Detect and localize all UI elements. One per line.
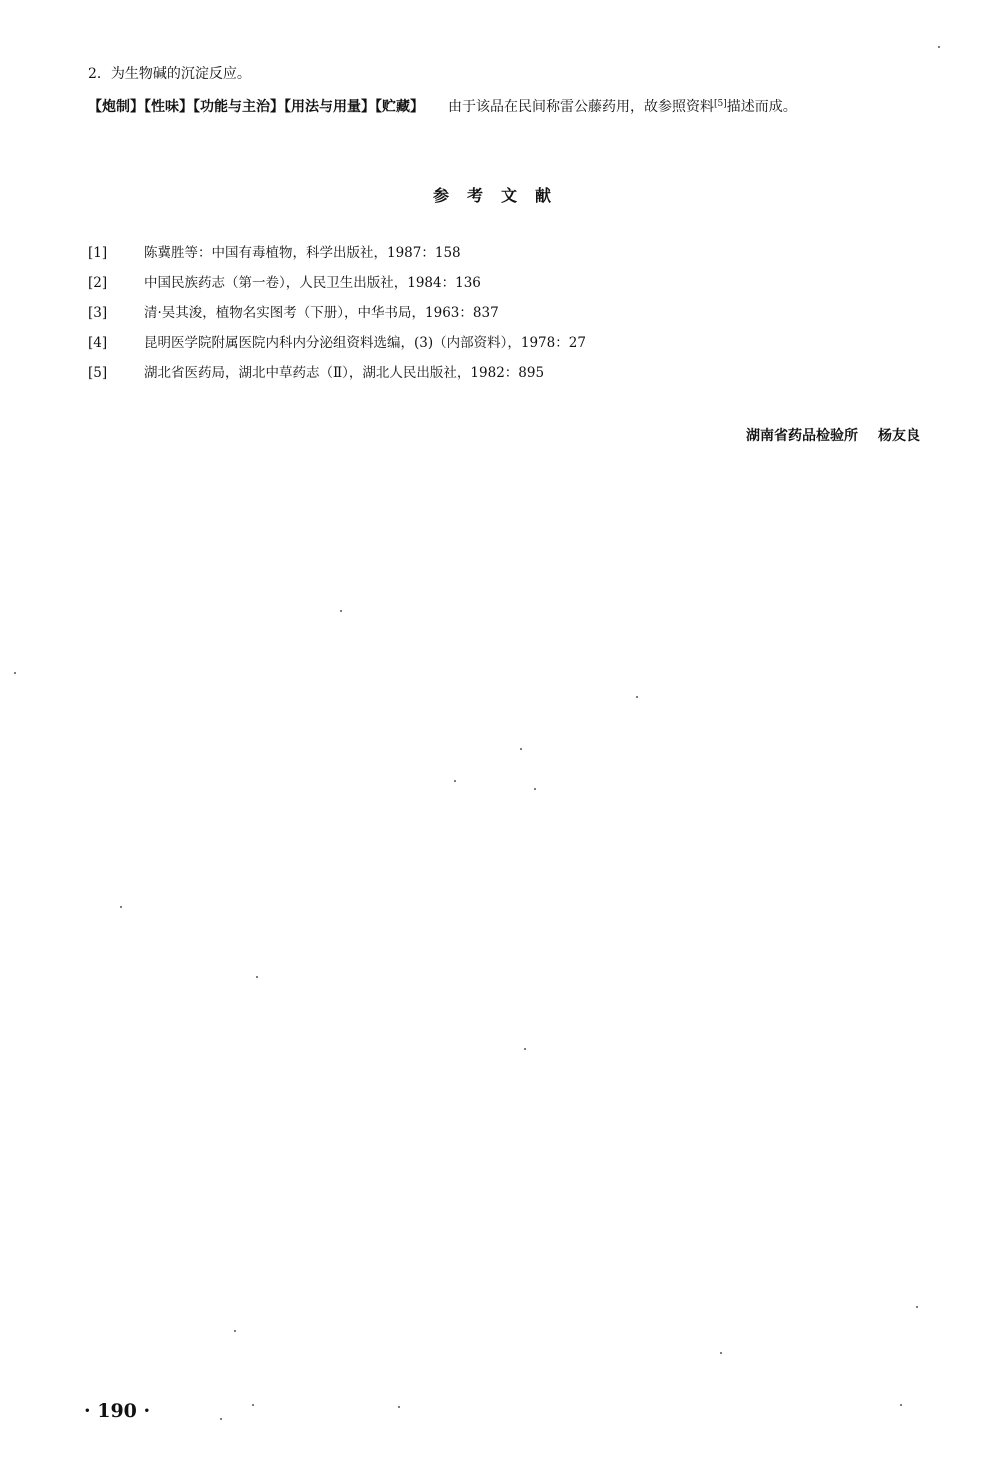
scan-speck	[938, 46, 940, 48]
reference-number: [1]	[88, 245, 108, 261]
scan-speck	[636, 696, 638, 698]
scan-speck	[534, 788, 536, 790]
paragraph-body: 由于该品在民间称雷公藤药用，故参照资料	[448, 99, 714, 115]
reference-item	[88, 273, 586, 303]
scan-speck	[340, 610, 342, 612]
scan-speck	[234, 1330, 236, 1332]
author-name: 杨友良	[878, 428, 920, 444]
reference-text: 湖北省医药局，湖北中草药志（Ⅱ），湖北人民出版社，1982：895	[144, 365, 545, 381]
reference-item	[88, 363, 586, 393]
author-line	[746, 425, 920, 445]
scan-speck	[252, 1404, 254, 1406]
scan-speck	[720, 1352, 722, 1354]
item-2-text: 2．为生物碱的沉淀反应。	[88, 66, 251, 82]
scan-speck	[256, 976, 258, 978]
reference-text: 中国民族药志（第一卷），人民卫生出版社，1984：136	[144, 275, 481, 291]
scan-speck	[916, 1306, 918, 1308]
references-heading: 参考文献	[432, 186, 569, 205]
scan-speck	[524, 1048, 526, 1050]
scan-speck	[900, 1404, 902, 1406]
reference-item	[88, 303, 586, 333]
reference-text: 陈冀胜等：中国有毒植物，科学出版社，1987：158	[144, 245, 461, 261]
tag-function: 【功能与主治】	[193, 99, 284, 115]
reference-text: 清·吴其浚，植物名实图考（下册），中华书局，1963：837	[144, 305, 499, 321]
scan-speck	[14, 672, 16, 674]
scan-speck	[454, 780, 456, 782]
paragraph-tail: 描述而成。	[726, 99, 797, 115]
section-paragraph	[30, 93, 922, 121]
reference-list	[88, 243, 586, 393]
scan-speck	[220, 1418, 222, 1420]
tag-usage: 【用法与用量】	[284, 99, 375, 115]
scan-speck	[120, 906, 122, 908]
page-number: · 190 ·	[84, 1400, 151, 1422]
reference-item	[88, 333, 586, 363]
reference-mark: [5]	[714, 99, 727, 109]
reference-number: [2]	[88, 275, 108, 291]
author-institution: 湖南省药品检验所	[746, 428, 858, 444]
tag-storage: 【贮藏】	[375, 99, 424, 115]
reference-text: 昆明医学院附属医院内科内分泌组资料选编，(3)（内部资料），1978：27	[144, 335, 586, 351]
reference-number: [4]	[88, 335, 108, 351]
reference-number: [5]	[88, 365, 108, 381]
tag-property: 【性味】	[144, 99, 193, 115]
scan-speck	[520, 748, 522, 750]
scan-speck	[398, 1406, 400, 1408]
reference-item	[88, 243, 586, 273]
reference-number: [3]	[88, 305, 108, 321]
tag-processing: 【炮制】	[88, 99, 144, 115]
